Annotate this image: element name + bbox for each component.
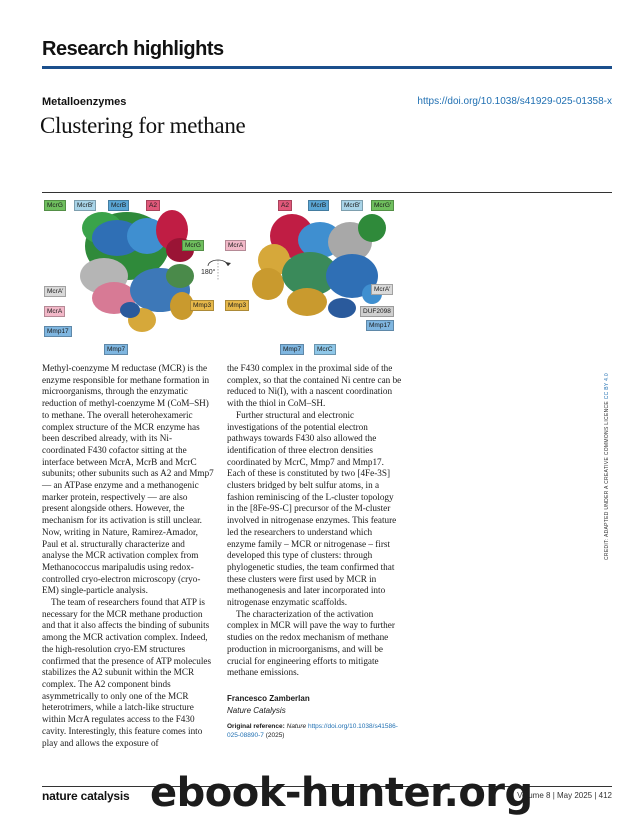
label-a2-left: A2 xyxy=(146,200,160,211)
label-mmp7-left: Mmp7 xyxy=(104,344,128,355)
label-mmp17-left: Mmp17 xyxy=(44,326,72,337)
article-section-label: Metalloenzymes xyxy=(42,96,127,108)
label-mcrc-right: McrC xyxy=(314,344,336,355)
left-mmp17-blob xyxy=(120,302,140,318)
rotation-label: 180° xyxy=(201,269,216,276)
footer-journal-brand: nature catalysis xyxy=(42,789,130,803)
article-headline: Clustering for methane xyxy=(40,113,246,138)
right-mcrg-prime-blob xyxy=(358,214,386,242)
author-name: Francesco Zamberlan xyxy=(227,693,310,703)
cryo-em-figure xyxy=(42,198,412,358)
body-paragraph-2: The team of researchers found that ATP is necessary for the MCR methane production and that it also affects the binding of subunits among the MCR activation complex. Indeed, the high-resolution cryo-EM structures confirmed that the presence of ATP molecules stabilizes the A2 subunit within the MCR complex. The A2 component binds asymmetrically to only one of the MCR heterotrimers, while a latch-like structure within McrA regulates access to the F430 cavity. Interestingly, this feature comes into play and allows the exposure of xyxy=(42,597,212,748)
footer-issue-info: Volume 8 | May 2025 | 412 xyxy=(517,791,612,800)
author-journal: Nature Catalysis xyxy=(227,705,286,715)
body-paragraph-4: Further structural and electronic investigations of the potential electron pathways towards F430 also allowed the identification of three electron densities coordinated by McrC, Mmp7 and Mmp17. Each of these is constituted by two [4Fe-3S] clusters bridged by belt sulfur atoms, in a fashion reminiscing of the L-cluster topology in the [8Fe-9S-C] precursor of the M-cluster involved in nitrogenase enzymes. This feature led the researchers to understand which enzyme family – MCR or nitrogenase – first developed this type of clusters: through phylogenetic studies, the team confirmed that these clusters were first used by MCR in methanogenesis and later incorporated into nitrogenase enzymatic scaffolds. xyxy=(227,409,397,608)
label-mmp3-left: Mmp3 xyxy=(190,300,214,311)
label-mcrg-left-right: McrG xyxy=(182,240,204,251)
label-mcra-left: McrA xyxy=(44,306,65,317)
label-mcrb-left: McrB xyxy=(108,200,129,211)
image-credit-licence[interactable]: CC BY 4.0 xyxy=(604,373,610,400)
label-mcra-right: McrA xyxy=(225,240,246,251)
header-rule xyxy=(42,66,612,69)
label-mcrg-left-top: McrG xyxy=(44,200,66,211)
left-molecule-view xyxy=(80,210,194,332)
label-mcra-prime-right: McrA′ xyxy=(371,284,393,295)
body-paragraph-1: Methyl-coenzyme M reductase (MCR) is the enzyme responsible for methane formation in microorganisms, through the enzymatic reduction of methyl-coenzyme M (CoM–SH) to methane. The overall heterohexameric complex structure of the MCR enzyme has been described already, with its Ni-coordinated F430 cofactor sitting at the interface between McrA, McrB and McrC subunits; other subunits such as A2 and Mmp7 — an ATPase enzyme and a methanogenic marker protein, respectively — are also present alongside others. However, the mechanism for its activation is still unclear. Now, writing in Nature, Ramirez-Amador, Paul et al. structurally characterize and analyse the MCR activation complex from Methanococcus maripaludis using redox-controlled cryo-electron microscopy (cryo-EM) single-particle analysis. xyxy=(42,363,214,596)
original-reference-label: Original reference: xyxy=(227,723,285,731)
original-reference-journal: Nature xyxy=(286,723,307,731)
article-doi-link[interactable]: https://doi.org/10.1038/s41929-025-01358-x xyxy=(417,96,612,107)
label-mmp17-right: Mmp17 xyxy=(366,320,394,331)
original-reference-link[interactable]: https://doi.org/10.1038/s41586-025-08890-7 xyxy=(227,723,398,740)
label-a2-right: A2 xyxy=(278,200,292,211)
label-mcrb-prime-left: McrB′ xyxy=(74,200,96,211)
rotation-arrowhead-icon xyxy=(225,262,231,266)
figure-top-rule xyxy=(42,192,612,193)
right-molecule-view xyxy=(252,214,386,318)
original-reference xyxy=(227,722,403,740)
right-mmp17-blob xyxy=(328,298,356,318)
original-reference-year: (2025) xyxy=(265,732,285,740)
label-mcrb-right: McrB xyxy=(308,200,329,211)
label-mcrg-prime-right: McrG′ xyxy=(371,200,394,211)
body-paragraph-3: the F430 complex in the proximal side of the complex, so that the contained Ni centre can be reduced to Ni(I), with a nascent coordination with the thiol in CoM–SH. xyxy=(227,363,402,409)
label-mmp7-right: Mmp7 xyxy=(280,344,304,355)
label-duf2098-right: DUF2098 xyxy=(360,306,394,317)
image-credit-text: CREDIT: ADAPTED UNDER A CREATIVE COMMONS LICENCE xyxy=(604,400,610,560)
label-mcra-prime-left: McrA′ xyxy=(44,286,66,297)
right-mmp3-blob xyxy=(252,268,284,300)
body-paragraph-5: The characterization of the activation complex in MCR will pave the way to further studies on the redox mechanism of methane production in microorganisms, and will be crucial for engineering efforts to mitigate methane emissions. xyxy=(227,608,395,678)
left-mcrg-side-blob xyxy=(166,264,194,288)
protein-structure-illustration xyxy=(42,198,412,358)
rotation-indicator xyxy=(201,260,231,280)
label-mmp3-right: Mmp3 xyxy=(225,300,249,311)
image-credit-sidebar xyxy=(604,373,610,560)
watermark: ebook-hunter.org xyxy=(150,770,533,816)
label-mcrb-prime-right: McrB′ xyxy=(341,200,363,211)
body-column-2 xyxy=(227,363,403,740)
section-header-title: Research highlights xyxy=(42,38,224,60)
body-column-1 xyxy=(42,363,214,749)
right-mmp7-blob xyxy=(287,288,327,316)
